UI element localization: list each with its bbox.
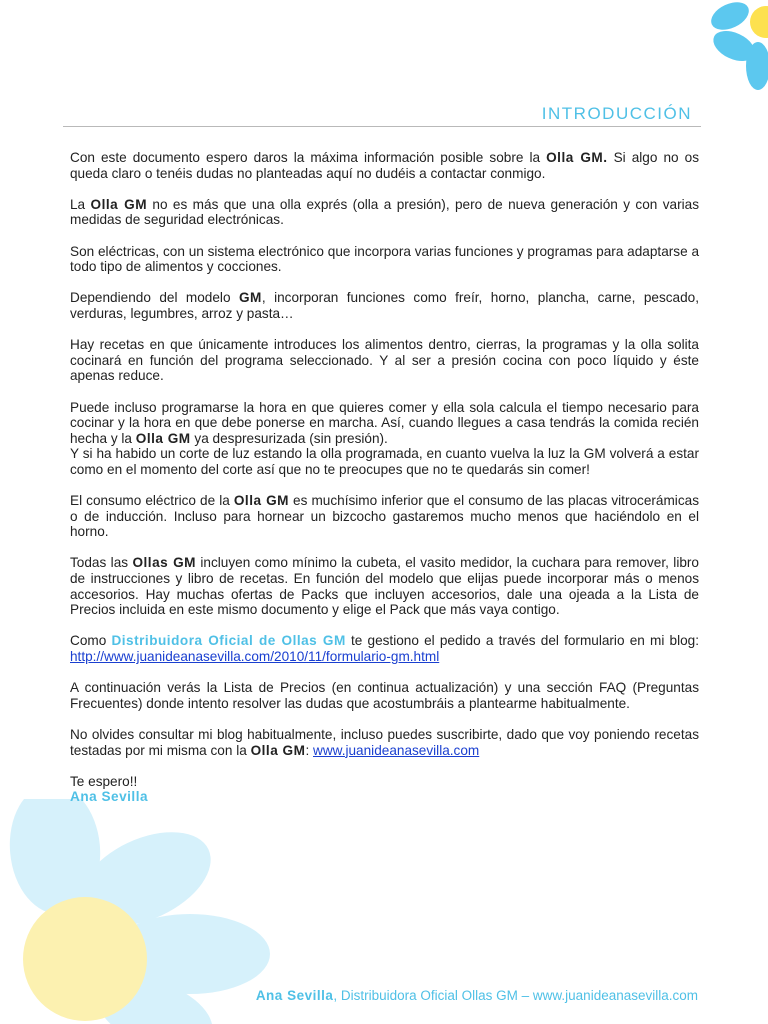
text: : bbox=[305, 742, 313, 758]
signature: Ana Sevilla bbox=[70, 789, 149, 805]
blog-link[interactable]: www.juanideanasevilla.com bbox=[313, 742, 480, 758]
text: Hay recetas en que únicamente introduces los alimentos dentro, cierras, la programas y la olla solita cocinará en función del programa seleccionado. Y al ser a presión cocina con poco líquido y éste apenas reduce. bbox=[70, 337, 699, 384]
section-heading: INTRODUCCIÓN bbox=[541, 104, 692, 123]
paragraph-recipes bbox=[70, 337, 699, 384]
text: No olvides consultar mi blog habitualmente, incluso puedes suscribirte, dado que voy poniendo recetas testadas por mi misma con la bbox=[70, 726, 699, 758]
paragraph-accessories bbox=[70, 555, 699, 617]
text: ya despresurizada (sin presión). bbox=[190, 430, 388, 446]
page-footer bbox=[256, 988, 698, 1003]
order-form-link[interactable]: http://www.juanideanasevilla.com/2010/11/formulario-gm.html bbox=[70, 649, 440, 664]
footer-text: , Distribuidora Oficial Ollas GM – www.juanideanasevilla.com bbox=[333, 988, 698, 1003]
text: te gestiono el pedido a través del formulario en mi blog: bbox=[345, 633, 699, 649]
text: , incorporan funciones como freír, horno, plancha, carne, pescado, verduras, legumbres, arroz y pasta… bbox=[70, 290, 700, 321]
product-name: GM bbox=[238, 290, 262, 306]
text: A continuación verás la Lista de Precios (en continua actualización) y una sección FAQ (Preguntas Frecuentes) donde intento resolver las dudas que acostumbráis a plantearme habitualmente. bbox=[70, 680, 699, 711]
paragraph-order bbox=[70, 633, 699, 664]
text: Todas las bbox=[70, 555, 133, 571]
paragraph-programming bbox=[70, 400, 699, 447]
text: Si algo no os queda claro o tenéis dudas no planteadas aquí no dudéis a contactar conmigo. bbox=[70, 150, 699, 181]
text: incluyen como mínimo la cubeta, el vasito medidor, la cuchara para remover, libro de instrucciones y libro de recetas. En función del modelo que elijas puede incorporar más o menos accesorios. Hay muchas ofertas de Packs que incluyen accesorios, dale una ojeada a la Lista de Precios incluida en este mismo documento y elige el Pack que más vaya contigo. bbox=[70, 555, 699, 618]
product-name: Ollas GM bbox=[132, 555, 196, 571]
paragraph-power-cut bbox=[70, 446, 699, 477]
product-name: Olla GM bbox=[233, 493, 289, 509]
text: Son eléctricas, con un sistema electrónico que incorpora varias funciones y programas para adaptarse a todo tipo de alimentos y cocciones. bbox=[70, 243, 699, 275]
text: Puede incluso programarse la hora en que quieres comer y ella sola calcula el tiempo necesario para cocinar y la hora en que debe ponerse en marcha. Así, cuando llegues a casa tendrás la comida recién hecha y la bbox=[70, 399, 699, 446]
text: no es más que una olla exprés (olla a presión), pero de nueva generación y con varias medidas de seguridad electrónicas. bbox=[70, 196, 699, 228]
product-name: Olla GM bbox=[135, 430, 191, 446]
paragraph-electric bbox=[70, 244, 699, 275]
paragraph-blog bbox=[70, 727, 699, 758]
paragraph-faq bbox=[70, 680, 699, 711]
text: La bbox=[70, 196, 91, 212]
text: Y si ha habido un corte de luz estando la olla programada, en cuanto vuelva la luz la GM volverá a estar como en el momento del corte así que no te preocupes que no te quedarás sin comer! bbox=[70, 446, 699, 477]
text: El consumo eléctrico de la bbox=[70, 493, 234, 509]
document-body bbox=[70, 150, 699, 805]
paragraph-description bbox=[70, 197, 699, 228]
distributor-title: Distribuidora Oficial de Ollas GM bbox=[111, 633, 346, 649]
heading-divider bbox=[63, 126, 701, 127]
paragraph-functions bbox=[70, 290, 699, 321]
product-name: Olla GM. bbox=[546, 150, 608, 165]
footer-name: Ana Sevilla bbox=[255, 988, 334, 1003]
closing-line: Te espero!! bbox=[70, 773, 138, 789]
paragraph-consumption bbox=[70, 493, 699, 540]
flower-decoration-top-icon bbox=[688, 0, 768, 95]
text: es muchísimo inferior que el consumo de las placas vitrocerámicas o de inducción. Incluso para hornear un bizcocho gastaremos mucho menos que haciéndolo en el horno. bbox=[70, 493, 699, 540]
text: Dependiendo del modelo bbox=[70, 290, 239, 306]
text: Con este documento espero daros la máxima información posible sobre la bbox=[70, 150, 547, 165]
product-name: Olla GM bbox=[250, 742, 306, 758]
product-name: Olla GM bbox=[90, 196, 148, 212]
paragraph-intro bbox=[70, 150, 699, 181]
text: Como bbox=[70, 633, 112, 649]
